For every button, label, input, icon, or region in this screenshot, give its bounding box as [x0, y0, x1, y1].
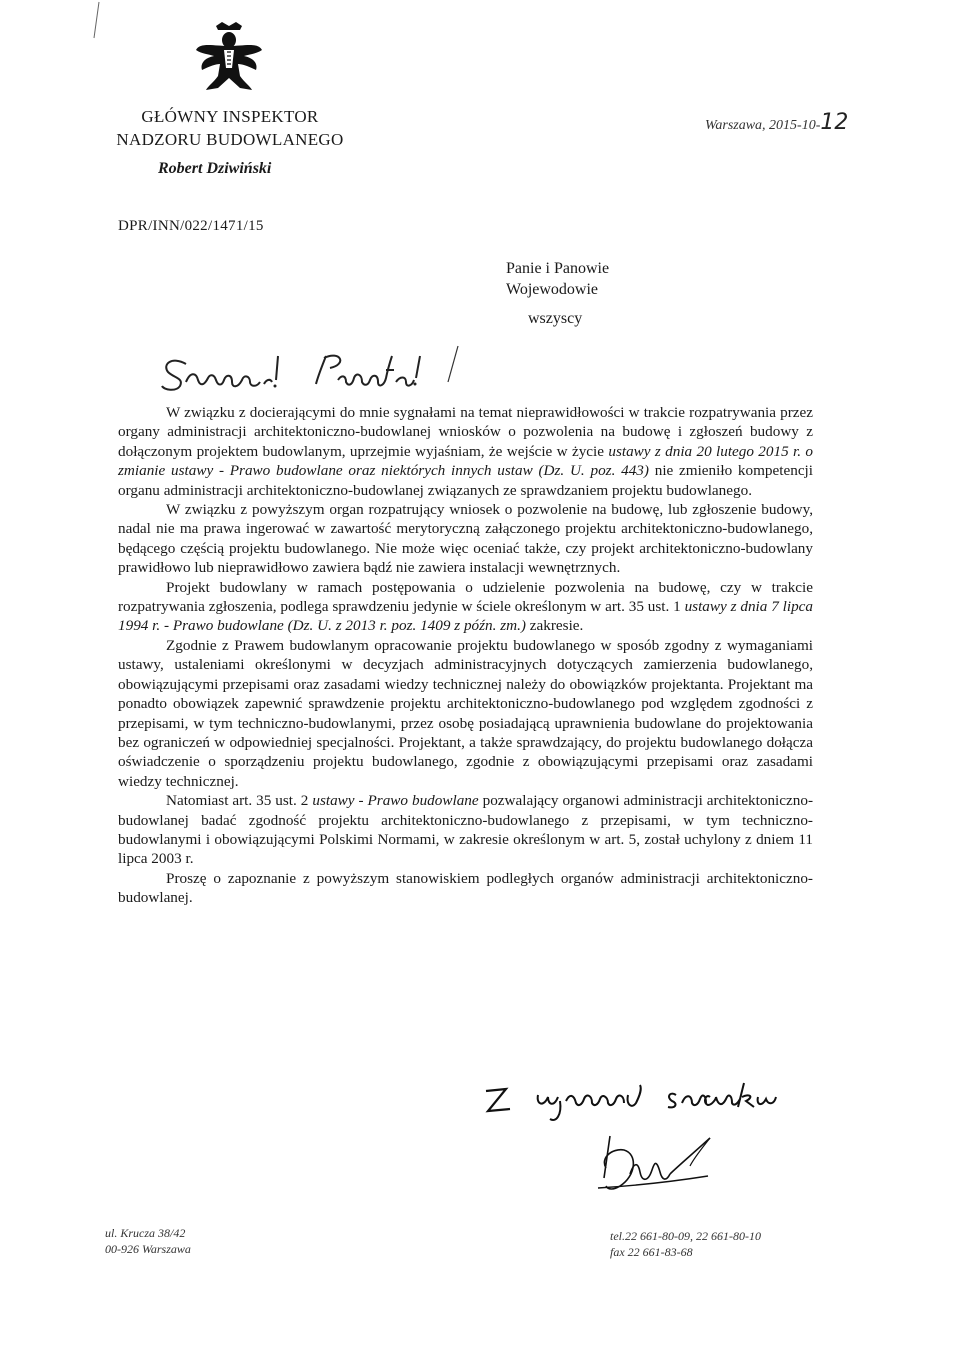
issuer-person: Robert Dziwiński: [158, 160, 272, 177]
paragraph-5: [118, 791, 813, 869]
signature: [590, 1128, 740, 1208]
address-line-2: 00-926 Warszawa: [105, 1242, 191, 1256]
paragraph-2: W związku z powyższym organ rozpatrujący wniosek o pozwolenie na budowę, lub zgłoszenie budowy, nadal nie ma prawa ingerować w zawartość merytoryczną załączonego projektu architektoniczno-budowlanego, będącego częścią projektu budowlanego. Nie może więc oceniać także, czy projekt architektoniczno-budowlany prawidłowo lub nieprawidłowo zawiera bądź nie zawiera instalacji wewnętrznych.: [118, 501, 813, 577]
paragraph-3-text-a: Projekt budowlany w ramach postępowania o udzielenie pozwolenia na budowę, czy w trakcie rozpatrywania zgłoszenia, podlega sprawdzeniu jedynie w ściele określonym w art. 35 ust. 1: [118, 578, 813, 616]
recipient-line-3: wszyscy: [528, 310, 583, 327]
footer-contact: [610, 1228, 761, 1260]
footer-address: [105, 1225, 191, 1257]
paragraph-5-citation: ustawy - Prawo budowlane: [312, 792, 479, 810]
paragraph-1-citation: ustawy z dnia 20 lutego 2015 r. o zmianie ustawy - Prawo budowlane oraz niektórych innych ustaw (Dz. U. poz. 443): [118, 442, 813, 480]
paragraph-6: Proszę o zapoznanie z powyższym stanowiskiem podległych organów administracji architektoniczno-budowlanej.: [118, 869, 813, 907]
date-day: 12: [820, 110, 849, 135]
recipient-line-2: Wojewodowie: [506, 281, 599, 298]
address-line-1: ul. Krucza 38/42: [105, 1226, 186, 1240]
reference-number: DPR/INN/022/1471/15: [118, 218, 264, 234]
paragraph-1-text-a: W związku z docierającymi do mnie sygnałami na temat nieprawidłowości w trakcie rozpatrywania przez organy administracji architektoniczno-budowlanej wniosków o pozwolenia na budowę i zgłoszeń budowy z dołączonym projektem budowlanym, uprzejmie wyjaśniam, że wejście w życie: [118, 404, 813, 460]
organization-line-2: NADZORU BUDOWLANEGO: [116, 130, 344, 149]
recipient-block: [506, 258, 609, 329]
paragraph-3: [118, 578, 813, 636]
phone-numbers: tel.22 661-80-09, 22 661-80-10: [610, 1229, 761, 1243]
date-prefix: Warszawa, 2015-10-: [705, 118, 821, 133]
issuer-organization: [100, 105, 360, 151]
handwritten-closing: [480, 1075, 860, 1125]
organization-line-1: GŁÓWNY INSPEKTOR: [141, 107, 319, 126]
fax-number: fax 22 661-83-68: [610, 1245, 693, 1259]
paragraph-5-text-a: Natomiast art. 35 ust. 2: [166, 792, 313, 810]
paragraph-4: Zgodnie z Prawem budowlanym opracowanie projektu budowlanego w sposób zgodny z wymaganiami ustawy, ustaleniami określonymi w decyzjach administracyjnych dotyczących zamierzenia budowlanego, obowiązującymi przepisami oraz zasadami wiedzy technicznej należy do obowiązków projektanta. Projektant ma ponadto obowiązek zapewnić sprawdzenie projektu architektoniczno-budowlanego pod względem zgodności z przepisami, w tym techniczno-budowlanymi, przez osobę posiadającą uprawnienia budowlane do projektowania bez ograniczeń w odpowiedniej specjalności. Projektant, a także sprawdzający, do projektu budowlanego dołącza oświadczenie o sporządzeniu projektu budowlanego, zgodnie z obowiązującymi przepisami oraz zasadami wiedzy technicznej.: [118, 636, 813, 790]
paragraph-3-text-b: zakresie.: [525, 617, 584, 635]
pen-mark: [92, 0, 102, 40]
paragraph-3-citation: ustawy z dnia 7 lipca 1994 r. - Prawo budowlane (Dz. U. z 2013 r. poz. 1409 z późn. zm.): [118, 598, 814, 635]
paragraph-5-text-b: pozwalający organowi administracji architektoniczno-budowlanej badać zgodność projektu architektoniczno-budowlanego z przepisami, w tym techniczno-budowlanymi i obowiązującymi Polskimi Normami, w zakresie określonym w art. 5, został uchylony z dniem 11 lipca 2003 r.: [118, 792, 814, 868]
letter-body: [118, 403, 813, 908]
paragraph-1: [118, 403, 813, 500]
eagle-emblem-icon: [194, 20, 264, 94]
date-line: [705, 110, 848, 135]
recipient-line-1: Panie i Panowie: [506, 260, 610, 277]
paragraph-1-text-b: nie zmieniło kompetencji organu administracji architektoniczno-budowlanej związanych ze sprawdzaniem projektu budowlanego.: [118, 462, 813, 499]
handwritten-greeting: [158, 342, 478, 404]
